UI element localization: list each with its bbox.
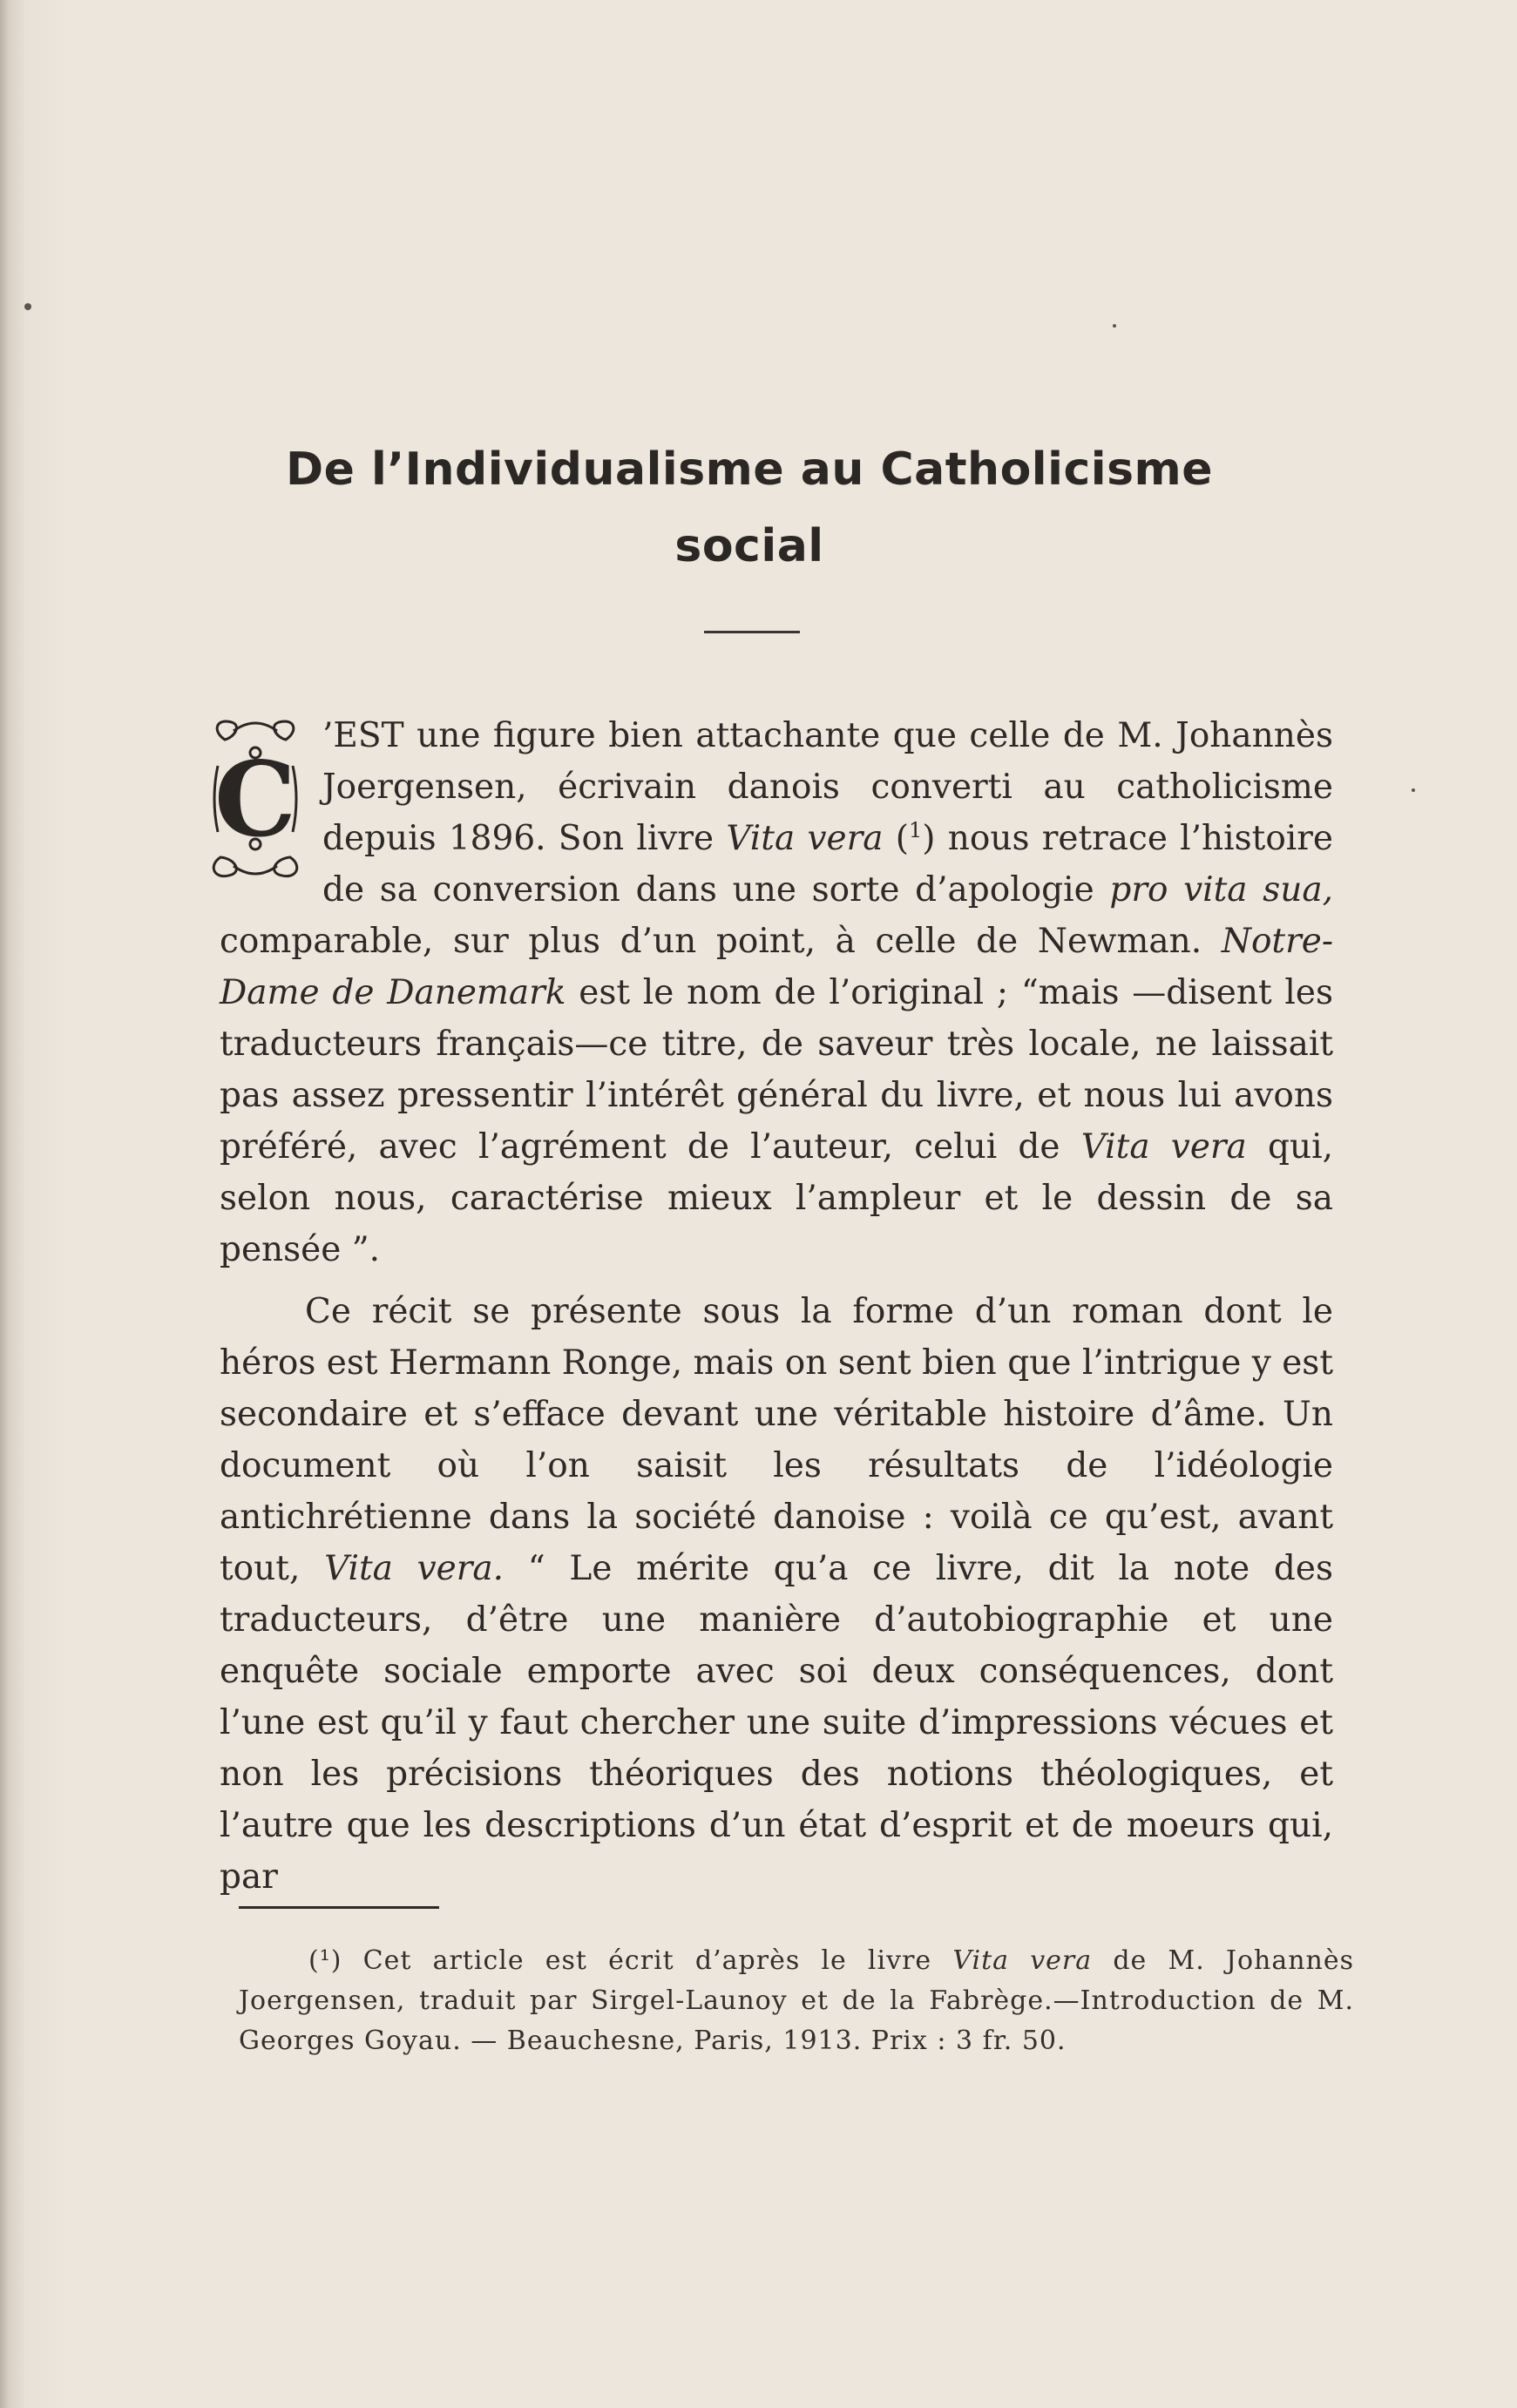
footnote-rule — [239, 1906, 439, 1909]
title-divider — [704, 631, 800, 633]
paragraph-2: Ce récit se présente sous la forme d’un roman dont le héros est Hermann Ronge, mais on sent bien que l’intrigue y est secondaire et s’efface devant une véritable histoire d’âme. Un document où l’on saisit les résultats de l’idéologie antichrétienne dans la société danoise : voilà ce qu’est, avant tout, Vita vera. “ Le mérite qu’a ce livre, dit la note des traducteurs, d’être une manière d’autobiographie et une enquête sociale emporte avec soi deux conséquences, dont l’une est qu’il y faut chercher une suite d’impressions vécues et non les précisions théoriques des notions théologiques, et l’autre que les descriptions d’un état d’esprit et de moeurs qui, par — [220, 1292, 1333, 1897]
footnote — [239, 1941, 1354, 2061]
title-line-2: social — [674, 520, 824, 572]
title-line-1: De l’Individualisme au Catholicisme — [286, 443, 1213, 496]
article-body — [214, 710, 1334, 1903]
paper-speck — [1412, 788, 1415, 792]
footnote-text: (¹) Cet article est écrit d’après le livre Vita vera de M. Johannès Joergensen, traduit par Sirgel-Launoy et de la Fabrège.—Introduction de M. Georges Goyau. — Beauchesne, Paris, 1913. Prix : 3 fr. 50. — [239, 1945, 1355, 2056]
paper-speck — [24, 303, 31, 310]
article-title — [200, 431, 1298, 585]
paper-speck — [1113, 324, 1116, 328]
paragraph-1: C ’EST une figure bien attachante que celle de M. Johannès Joergensen, écrivain danois converti au catholicisme depuis 1896. Son livre Vita vera ($^1$) nous retrace l’histoire de sa conversion dans une sorte d’apologie pro vita sua, comparable, sur plus d’un point, à celle de Newman. Notre-Dame de Danemark est le nom de l’original ; “mais —disent les traducteurs français—ce titre, de saveur très locale, ne laissait pas assez pressentir l’intérêt général du livre, et nous lui avons préféré, avec l’agrément de l’auteur, celui de Vita vera qui, selon nous, caractérise mieux l’ampleur et le dessin de sa pensée ”. — [220, 710, 1333, 1275]
ornament-icon — [207, 714, 303, 883]
svg-text:C: C — [214, 739, 296, 860]
ornamental-dropcap — [207, 714, 303, 883]
